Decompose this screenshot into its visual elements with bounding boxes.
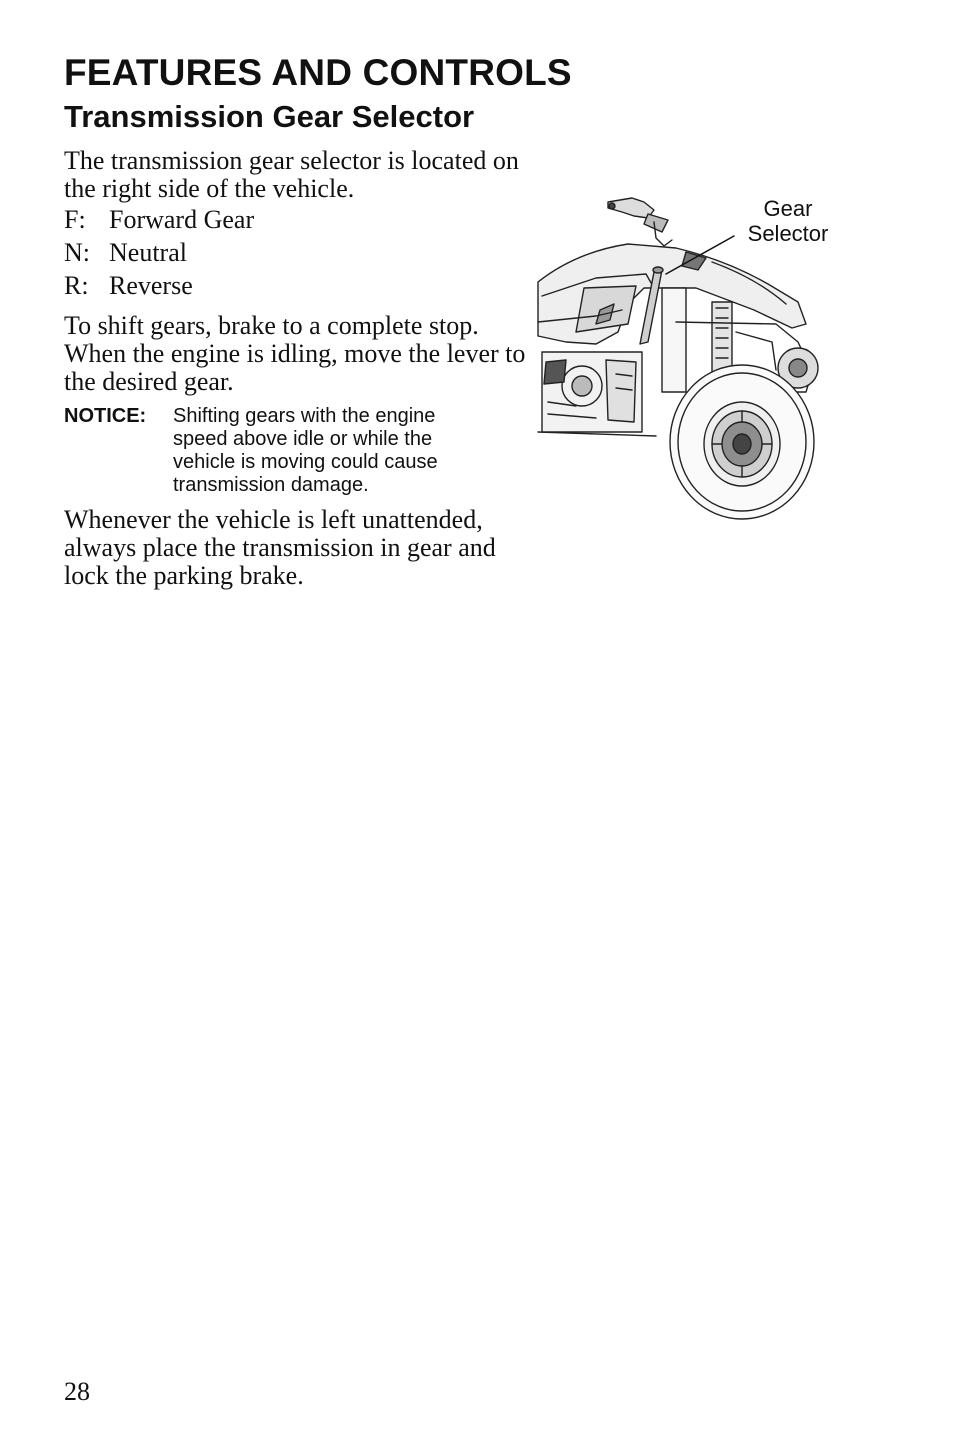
gear-item-forward: [64, 206, 254, 239]
shift-paragraph: To shift gears, brake to a complete stop. When the engine is idling, move the lever to the desired gear.: [64, 311, 526, 396]
gear-item-reverse: [64, 272, 254, 305]
gear-label: Forward Gear: [109, 205, 255, 234]
callout-line-1: Gear: [763, 196, 813, 221]
gear-key: N:: [64, 238, 90, 267]
gear-selector-callout: [738, 196, 838, 246]
subsection-title: Transmission Gear Selector: [64, 99, 475, 134]
gear-label: Neutral: [109, 238, 187, 267]
notice-text: Shifting gears with the engine speed above idle or while the vehicle is moving could cause transmission damage.: [173, 405, 438, 496]
unattended-paragraph: Whenever the vehicle is left unattended, always place the transmission in gear and lock the parking brake.: [64, 505, 496, 590]
gear-item-neutral: [64, 239, 254, 272]
callout-line-2: Selector: [747, 221, 829, 246]
intro-paragraph: The transmission gear selector is located on the right side of the vehicle.: [64, 146, 519, 203]
gear-list: [64, 206, 254, 305]
front-wheel-graphic: [670, 365, 814, 519]
notice-label: NOTICE:: [64, 405, 147, 427]
gear-key: F:: [64, 205, 86, 234]
notice-block: [64, 405, 534, 497]
gear-key: R:: [64, 271, 89, 300]
engine-graphic: [538, 352, 656, 436]
handlebar-graphic: [608, 198, 672, 246]
gear-label: Reverse: [109, 271, 193, 300]
section-title: FEATURES AND CONTROLS: [64, 52, 572, 93]
page-number: 28: [64, 1377, 90, 1406]
